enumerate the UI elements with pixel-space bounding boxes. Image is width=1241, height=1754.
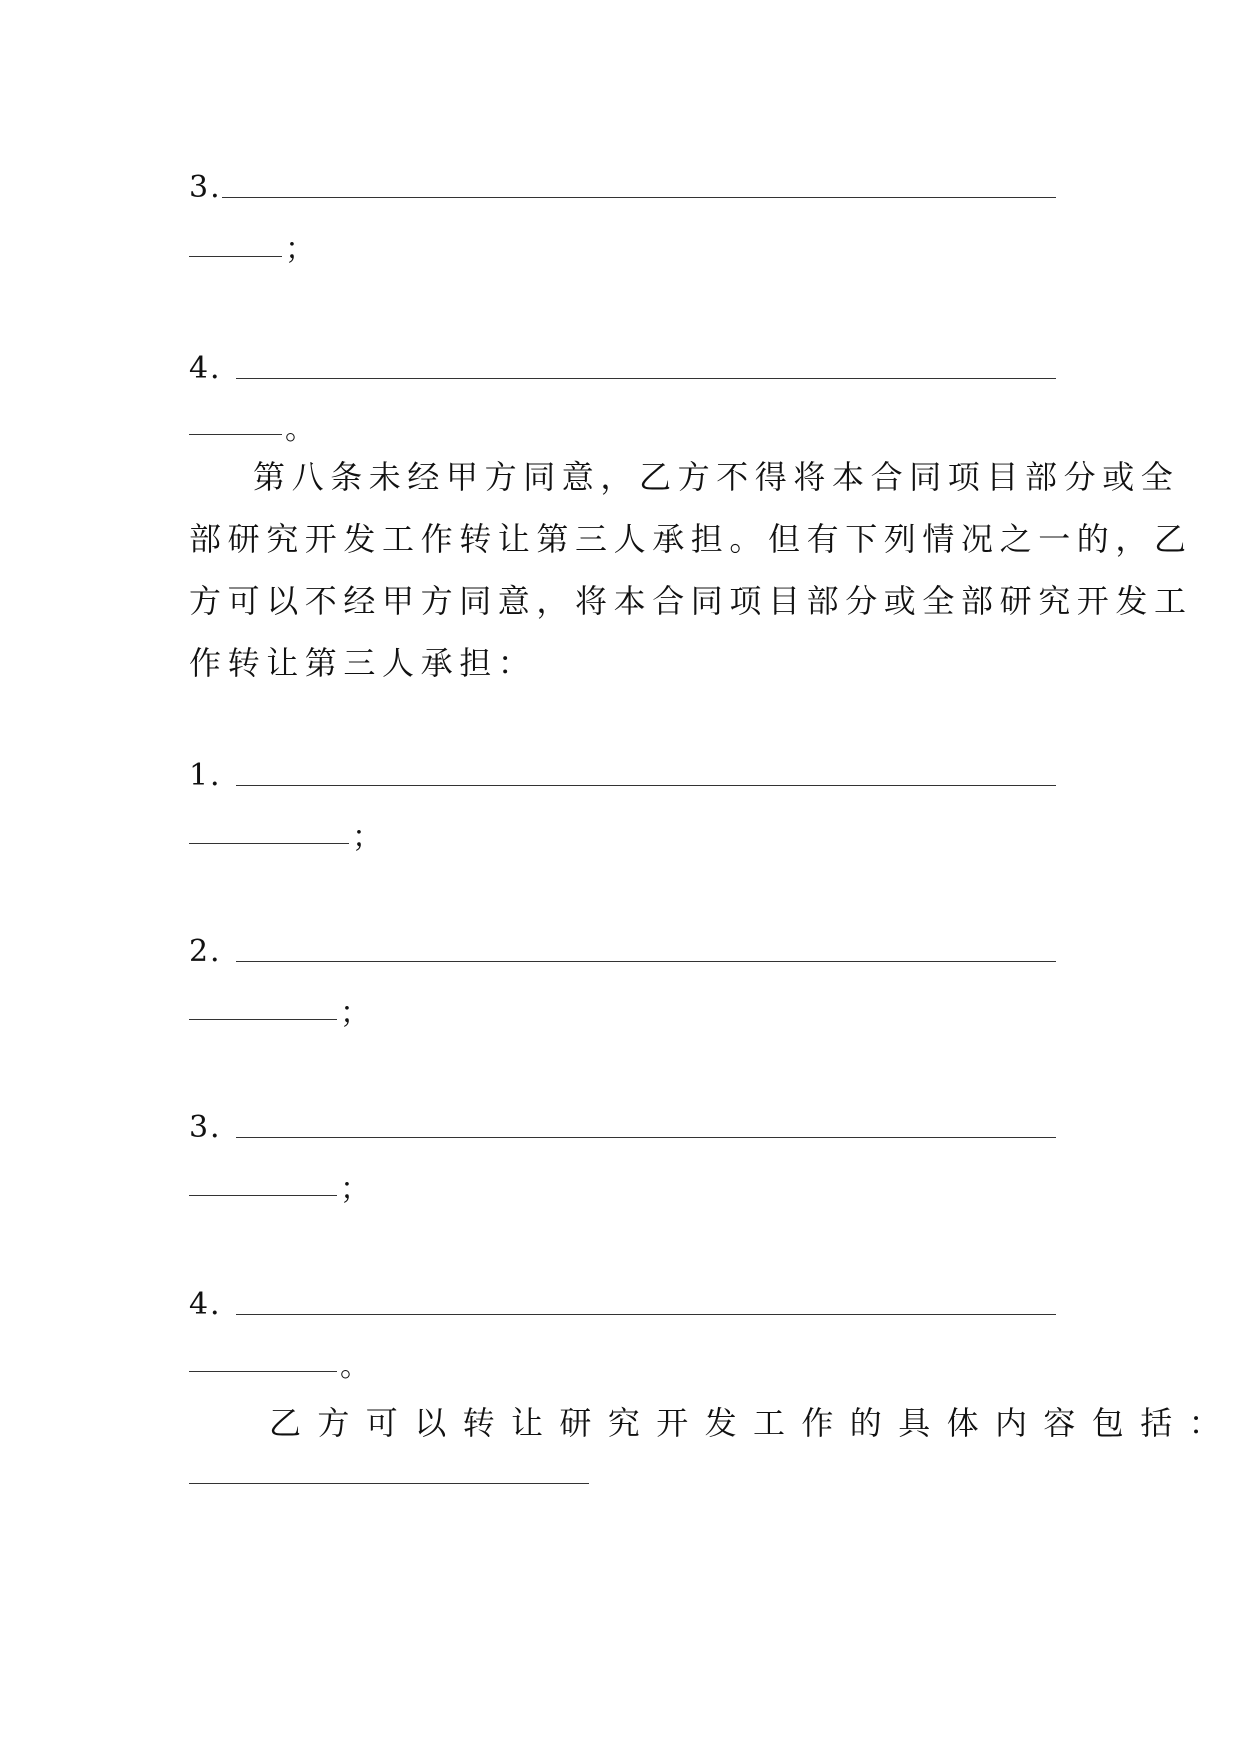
blank-line-continuation xyxy=(189,434,282,435)
transfer-content-paragraph xyxy=(189,1392,1238,1454)
blank-line-continuation xyxy=(189,1019,337,1020)
blank-line xyxy=(236,785,1056,786)
blank-line xyxy=(222,197,1056,198)
paragraph-line: 部研究开发工作转让第三人承担。但有下列情况之一的，乙 xyxy=(189,520,1193,558)
blank-line-continuation xyxy=(189,1371,337,1372)
blank-line xyxy=(236,1137,1056,1138)
blank-line xyxy=(236,378,1056,379)
blank-line-continuation xyxy=(189,256,282,257)
list-number: 4． xyxy=(189,351,243,386)
blank-line xyxy=(189,1483,589,1484)
article-8-paragraph xyxy=(189,446,1193,694)
blank-line-continuation xyxy=(189,843,349,844)
paragraph-line: 作转让第三人承担： xyxy=(189,644,537,682)
list-end-punct: ； xyxy=(340,1172,370,1207)
blank-line xyxy=(236,961,1056,962)
list-b-item-1 xyxy=(189,756,242,796)
list-b-item-3 xyxy=(189,1108,242,1148)
list-end-punct: ； xyxy=(285,232,315,267)
list-number: 1． xyxy=(189,758,243,793)
list-number: 3． xyxy=(189,1110,243,1145)
list-end-punct: 。 xyxy=(285,412,315,447)
list-a-item-4 xyxy=(189,349,242,389)
list-b-item-4 xyxy=(189,1285,242,1325)
blank-line xyxy=(236,1314,1056,1315)
list-end-punct: ； xyxy=(352,820,382,855)
paragraph-line: 乙方可以转让研究开发工作的具体内容包括： xyxy=(269,1404,1238,1442)
list-end-punct: 。 xyxy=(340,1349,370,1384)
list-number: 3. xyxy=(189,170,222,205)
list-number: 2． xyxy=(189,934,243,969)
list-a-item-3 xyxy=(189,168,222,208)
list-b-item-2 xyxy=(189,932,242,972)
list-end-punct: ； xyxy=(340,996,370,1031)
paragraph-line: 方可以不经甲方同意，将本合同项目部分或全部研究开发工 xyxy=(189,582,1193,620)
paragraph-line: 第八条未经甲方同意，乙方不得将本合同项目部分或全 xyxy=(253,458,1180,496)
list-number: 4． xyxy=(189,1287,243,1322)
blank-line-continuation xyxy=(189,1195,337,1196)
